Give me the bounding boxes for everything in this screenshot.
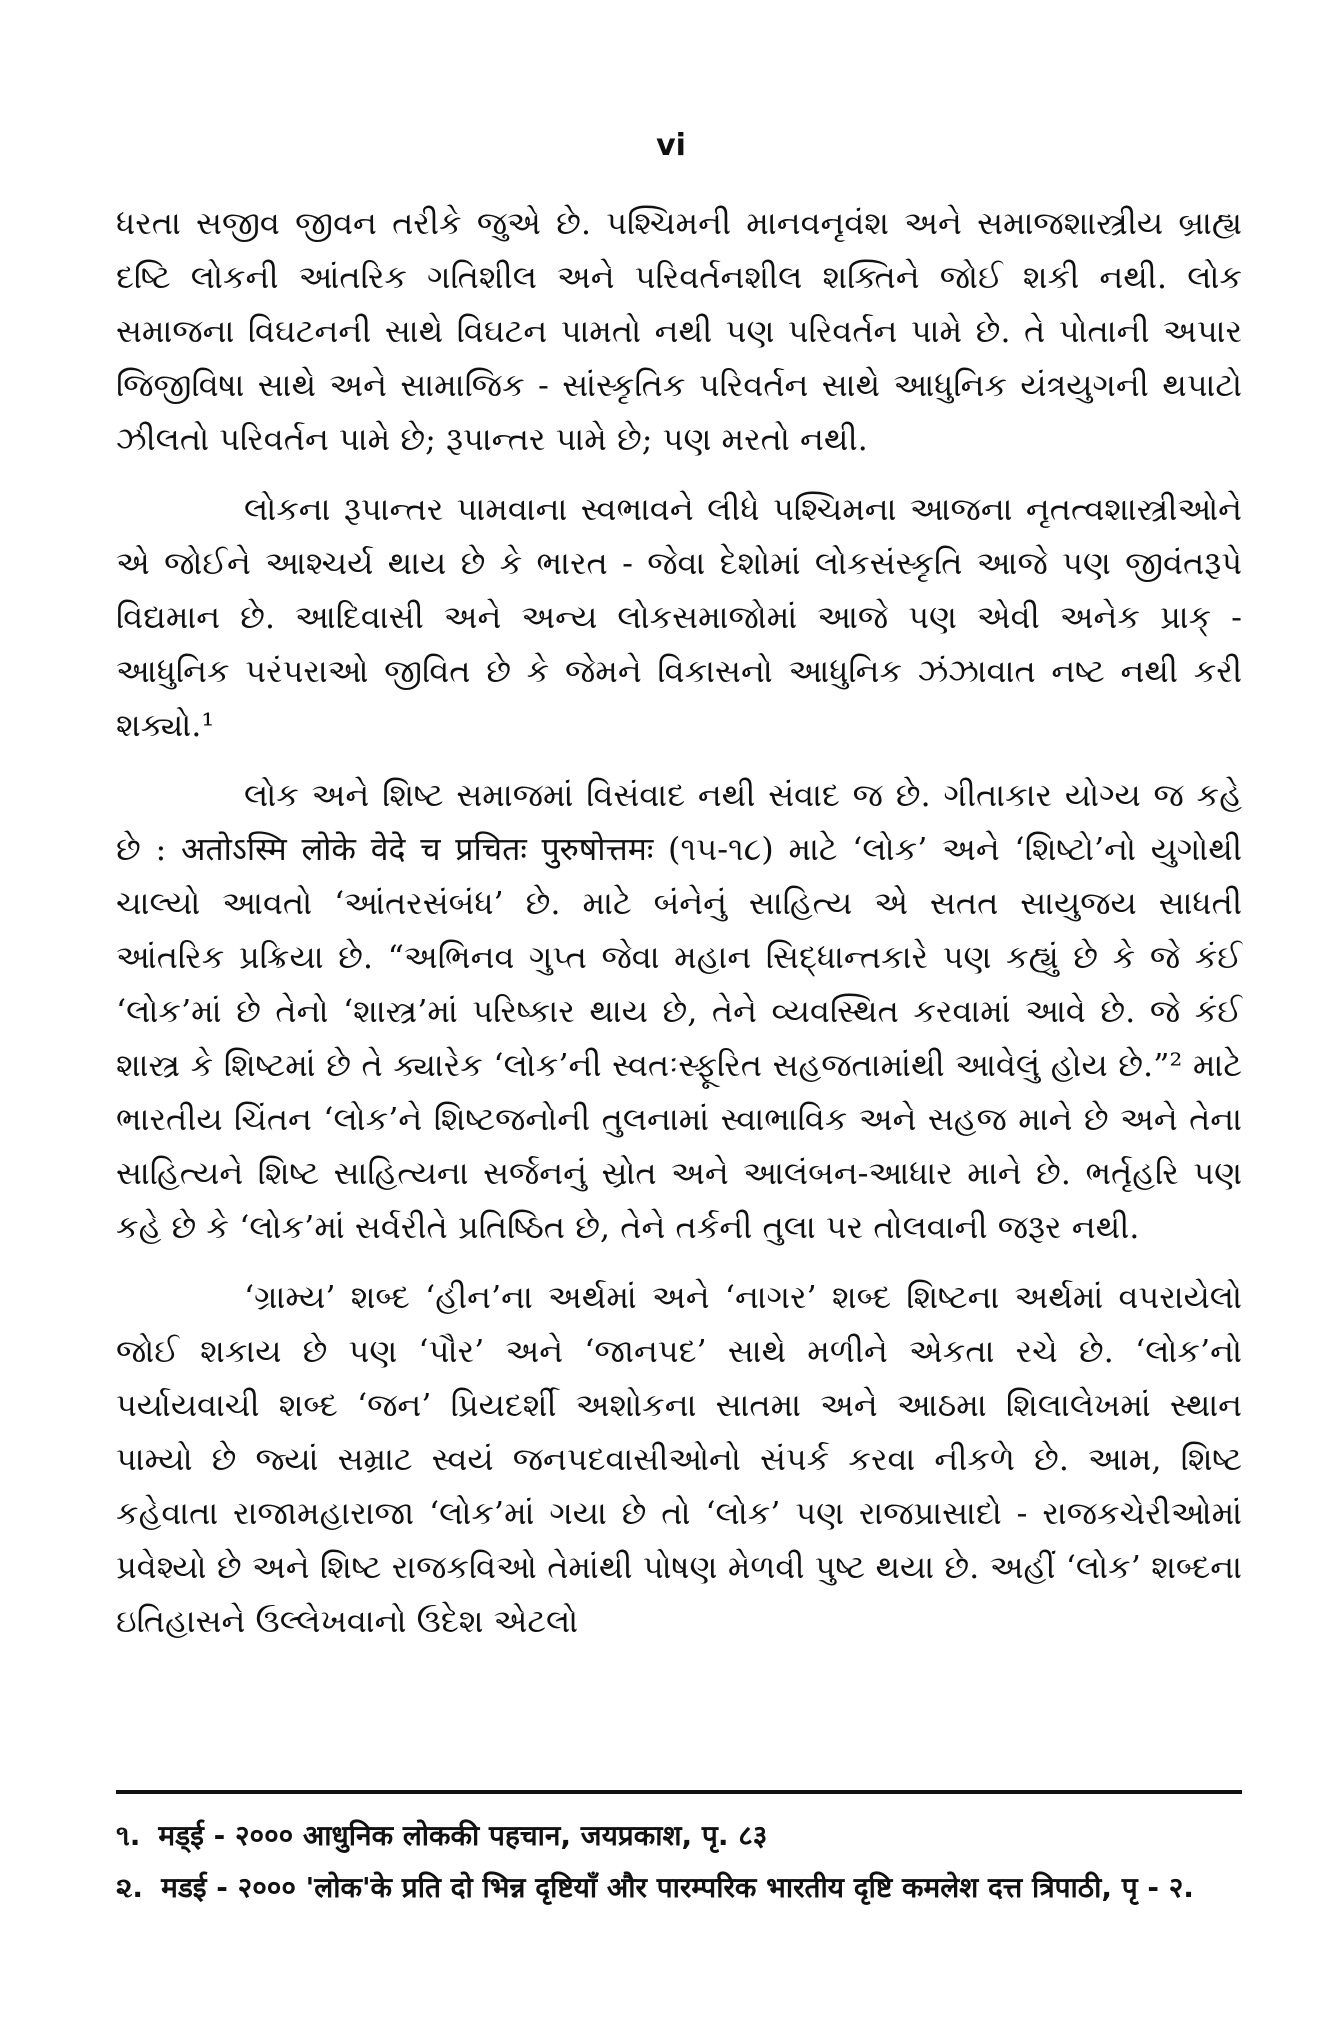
footnote-text: मड्ई - २००० आधुनिक लोककी पहचान, जयप्रकाश, पृ. ८३ <box>158 1819 768 1852</box>
body-text <box>116 196 1242 1664</box>
footnote-text: मडई - २००० 'लोक'के प्रति दो भिन्न दृष्टियाँ और पारम्परिक भारतीय दृष्टि कमलेश दत्त त्रिपाठी, पृ - २. <box>161 1871 1194 1904</box>
footnotes <box>116 1810 1242 1914</box>
footnote-divider <box>116 1790 1242 1794</box>
paragraph-2: લોકના રૂપાન્તર પામવાના સ્વભાવને લીધે પશ્ચિમના આજના નૃતત્વશાસ્ત્રીઓને એ જોઈને આશ્ચર્ય થાય છે કે ભારત - જેવા દેશોમાં લોકસંસ્કૃતિ આજે પણ જીવંતરૂપે વિદ્યમાન છે. આદિવાસી અને અન્ય લોકસમાજોમાં આજે પણ એવી અનેક પ્રાક્ - આધુનિક પરંપરાઓ જીવિત છે કે જેમને વિકાસનો આધુનિક ઝંઝાવાત નષ્ટ નથી કરી શક્યો.¹ <box>116 490 1242 744</box>
footnote-marker: ૨. <box>116 1871 144 1904</box>
page-number: vi <box>656 128 686 163</box>
paragraph-3: લોક અને શિષ્ટ સમાજમાં વિસંવાદ નથી સંવાદ જ છે. ગીતાકાર યોગ્ય જ કહે છે : अतोऽस्मि लोके वेदे च प्रचितः पुरुषोत्तमः (૧૫-૧૮) માટે ‘લોક’ અને ‘શિષ્ટો’નો યુગોથી ચાલ્યો આવતો ‘આંતરસંબંધ’ છે. માટે બંનેનું સાહિત્ય એ સતત સાયુજય સાધતી આંતરિક પ્રક્રિયા છે. “અભિનવ ગુપ્ત જેવા મહાન સિદ્ધાન્તકારે પણ કહ્યું છે કે જે કંઈ ‘લોક’માં છે તેનો ‘શાસ્ત્ર’માં પરિષ્કાર થાય છે, તેને વ્યવસ્થિત કરવામાં આવે છે. જે કંઈ શાસ્ત્ર કે શિષ્ટમાં છે તે ક્યારેક ‘લોક’ની સ્વતઃસ્ફૂરિત સહજતામાંથી આવેલું હોય છે.”² માટે ભારતીય ચિંતન ‘લોક’ને શિષ્ટજનોની તુલનામાં સ્વાભાવિક અને સહજ માને છે અને તેના સાહિત્યને શિષ્ટ સાહિત્યના સર્જનનું સ્રોત અને આલંબન-આધાર માને છે. ભર્તૃહરિ પણ કહે છે કે ‘લોક’માં સર્વરીતે પ્રતિષ્ઠિત છે, તેને તર્કની તુલા પર તોલવાની જરૂર નથી. <box>116 776 1242 1246</box>
paragraph-4: ‘ગ્રામ્ય’ શબ્દ ‘હીન’ના અર્થમાં અને ‘નાગર’ શબ્દ શિષ્ટના અર્થમાં વપરાયેલો જોઈ શકાય છે પણ ‘પૌર’ અને ‘જાનપદ’ સાથે મળીને એકતા રચે છે. ‘લોક’નો પર્યાયવાચી શબ્દ ‘જન’ પ્રિયદર્શી અશોકના સાતમા અને આઠમા શિલાલેખમાં સ્થાન પામ્યો છે જ્યાં સમ્રાટ સ્વયં જનપદવાસીઓનો સંપર્ક કરવા નીકળે છે. આમ, શિષ્ટ કહેવાતા રાજામહારાજા ‘લોક’માં ગયા છે તો ‘લોક’ પણ રાજપ્રાસાદો - રાજકચેરીઓમાં પ્રવેશ્યો છે અને શિષ્ટ રાજકવિઓ તેમાંથી પોષણ મેળવી પુષ્ટ થયા છે. અહીં ‘લોક’ શબ્દના ઇતિહાસને ઉલ્લેખવાનો ઉદેશ એટલો <box>116 1278 1242 1640</box>
footnote-marker: ૧. <box>116 1819 141 1852</box>
footnote-1 <box>116 1810 1242 1862</box>
footnote-2 <box>116 1862 1242 1914</box>
paragraph-1: ધરતા સજીવ જીવન તરીકે જુએ છે. પશ્ચિમની માનવનૃવંશ અને સમાજશાસ્ત્રીય બ્રાહ્ય દષ્ટિ લોકની આંતરિક ગતિશીલ અને પરિવર્તનશીલ શક્તિને જોઈ શકી નથી. લોક સમાજના વિઘટનની સાથે વિઘટન પામતો નથી પણ પરિવર્તન પામે છે. તે પોતાની અપાર જિજીવિષા સાથે અને સામાજિક - સાંસ્કૃતિક પરિવર્તન સાથે આધુનિક યંત્રયુગની થપાટો ઝીલતો પરિવર્તન પામે છે; રૂપાન્તર પામે છે; પણ મરતો નથી. <box>116 204 1242 458</box>
